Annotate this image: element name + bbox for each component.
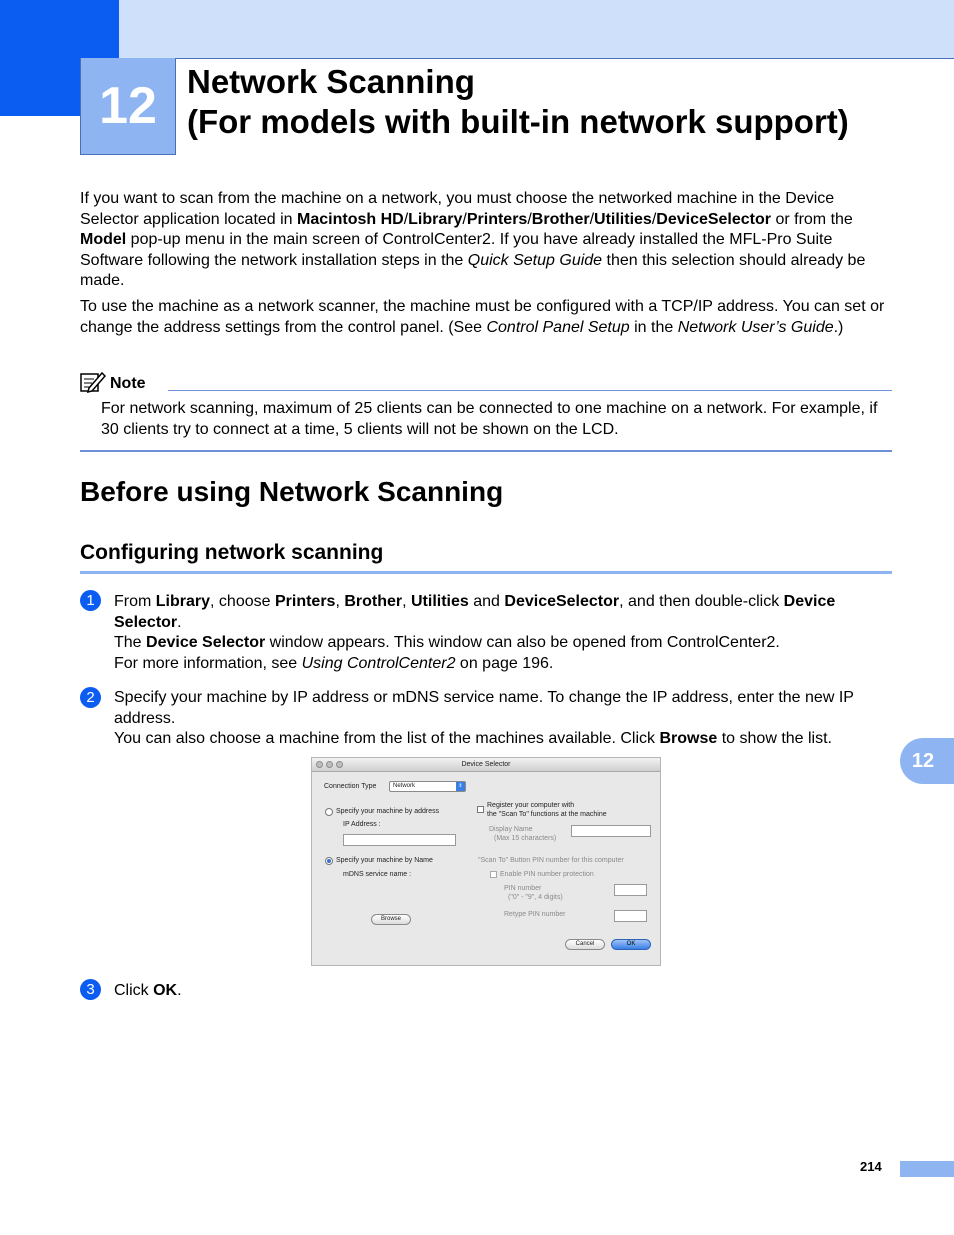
step-2-line-2 (114, 729, 894, 750)
text: Click (114, 982, 154, 999)
by-name-label: Specify your machine by Name (336, 857, 433, 864)
text: . (177, 982, 182, 999)
note-text: For network scanning, maximum of 25 clients can be connected to one machine on a network. For example, if 30 clients try to connect at a time, 5 clients will not be shown on the LCD. (101, 400, 878, 438)
register-label-1: Register your computer with (487, 802, 575, 809)
text: For more information, see (114, 654, 302, 672)
ok-button[interactable]: OK (611, 939, 651, 950)
term: Library (155, 593, 211, 610)
text: . (177, 613, 182, 631)
enable-pin-checkbox[interactable] (490, 871, 497, 878)
register-label-2: the "Scan To" functions at the machine (487, 811, 607, 818)
connection-type-value: Network (393, 783, 416, 789)
text: You can also choose a machine from the list of the machines available. Click (114, 730, 660, 747)
pin-label-2: ("0" - "9", 4 digits) (508, 894, 563, 901)
step-2-line-1: Specify your machine by IP address or mDNS service name. To change the IP address, enter the new IP address. (114, 689, 854, 727)
by-address-label: Specify your machine by address (336, 808, 440, 815)
text: in the (629, 318, 678, 336)
step-badge-3: 3 (80, 979, 101, 1000)
text: , choose (210, 593, 275, 610)
text: , and then double-click (619, 593, 784, 610)
path-part: Printers (466, 210, 528, 228)
text: .) (833, 318, 844, 336)
connection-type-label: Connection Type (324, 783, 377, 790)
chapter-title-line2: (For models with built-in network support) (187, 103, 849, 140)
chapter-title (187, 62, 849, 142)
step-1-line-2 (114, 633, 894, 654)
path-part: DeviceSelector (656, 210, 771, 228)
display-name-input[interactable] (571, 825, 651, 837)
note-bottom-rule (80, 450, 892, 452)
step-3-text (114, 981, 894, 1002)
path-part: Library (408, 210, 463, 228)
mdns-label: mDNS service name : (343, 871, 412, 878)
term: Browse (659, 730, 718, 747)
model-term: Model (80, 231, 127, 248)
display-name-label-1: Display Name (489, 826, 533, 833)
pin-heading: "Scan To" Button PIN number for this computer (478, 857, 624, 864)
enable-pin-label: Enable PIN number protection (500, 871, 594, 878)
text: and (468, 593, 505, 610)
term: Utilities (411, 593, 469, 610)
note-divider (168, 390, 892, 391)
pin-input[interactable] (614, 884, 647, 896)
chapter-number-box (80, 58, 176, 155)
section-reference: Control Panel Setup (486, 318, 630, 336)
dialog-titlebar (312, 758, 660, 772)
device-selector-dialog (311, 757, 661, 966)
text: on page 196. (455, 654, 554, 672)
step-1-text (114, 592, 894, 674)
path-part: Macintosh HD (297, 210, 404, 228)
cancel-button[interactable]: Cancel (565, 939, 605, 950)
text: From (114, 593, 156, 610)
intro-paragraph-1: If you want to scan from the machine on a network, you must choose the networked machine in the Device Selector application located in Macintosh HD/Library/Printers/Brother/Utilities/DeviceSelector or from the Model pop-up menu in the main screen of ControlCenter2. If you have already installed the MFL-Pro Suite Software following the network installation steps in the Quick Setup Guide then this selection should already be made. (80, 190, 866, 289)
retype-pin-label: Retype PIN number (504, 911, 566, 918)
term: Printers (274, 593, 336, 610)
path-part: Utilities (594, 210, 652, 228)
text: or from the (771, 210, 853, 228)
dialog-title: Device Selector (461, 761, 511, 768)
text: The (114, 634, 147, 651)
browse-button[interactable]: Browse (371, 914, 411, 925)
note-label: Note (110, 375, 146, 392)
note-header (80, 371, 146, 393)
section-reference: Using ControlCenter2 (301, 654, 456, 672)
step-badge-1: 1 (80, 590, 101, 611)
step-badge-2: 2 (80, 687, 101, 708)
step-1-line-3 (114, 654, 894, 675)
term: Device Selector (146, 634, 266, 651)
text: To use the machine as a network scanner, the machine must be configured with a TCP/IP address. You can set or change the address settings from the control panel. (See (80, 298, 885, 336)
radio-by-name[interactable] (325, 857, 333, 865)
radio-by-address[interactable] (325, 808, 333, 816)
term: Brother (344, 593, 403, 610)
footer-bar (900, 1161, 954, 1177)
header-band (0, 0, 954, 58)
retype-pin-input[interactable] (614, 910, 647, 922)
note-pencil-icon (80, 371, 106, 393)
section-title: Before using Network Scanning (80, 476, 504, 507)
chapter-side-tab: 12 (900, 738, 954, 784)
guide-reference: Network User’s Guide (677, 318, 834, 336)
text: If you want to scan from the machine on a network, you must choose the networked machine in the Device Selector application located in (80, 190, 835, 228)
text: window appears. This window can also be opened from ControlCenter2. (265, 634, 780, 651)
text: then this selection should already be made. (80, 251, 866, 289)
ip-address-label: IP Address : (343, 821, 381, 828)
text: , (335, 593, 345, 610)
text: to show the list. (717, 730, 832, 747)
intro-paragraph-2 (80, 297, 892, 338)
register-checkbox[interactable] (477, 806, 484, 813)
ip-address-input[interactable] (343, 834, 456, 846)
pin-label-1: PIN number (504, 885, 542, 892)
guide-reference: Quick Setup Guide (467, 251, 603, 269)
text: pop-up menu in the main screen of ControlCenter2. If you have already installed the MFL-Pro Suite Software following the network installation steps in the (80, 231, 833, 269)
chapter-title-rule (176, 58, 954, 59)
term: OK (153, 982, 178, 999)
close-dot-icon[interactable] (316, 761, 323, 768)
text: , (402, 593, 411, 610)
chapter-title-line1: Network Scanning (187, 63, 475, 100)
step-2-text (114, 688, 894, 750)
connection-type-select[interactable] (389, 781, 466, 792)
page-number: 214 (860, 1159, 882, 1174)
zoom-dot-icon[interactable] (336, 761, 343, 768)
chapter-number: 12 (99, 77, 157, 135)
subsection-title: Configuring network scanning (80, 541, 384, 564)
path-part: Brother (531, 210, 590, 228)
display-name-label-2: (Max 15 characters) (494, 835, 557, 842)
step-1-line-1 (114, 592, 894, 633)
subsection-rule (80, 571, 892, 574)
term: Device Selector (114, 593, 836, 631)
minimize-dot-icon[interactable] (326, 761, 333, 768)
select-arrows-icon: ⇕ (456, 782, 465, 791)
term: DeviceSelector (504, 593, 620, 610)
